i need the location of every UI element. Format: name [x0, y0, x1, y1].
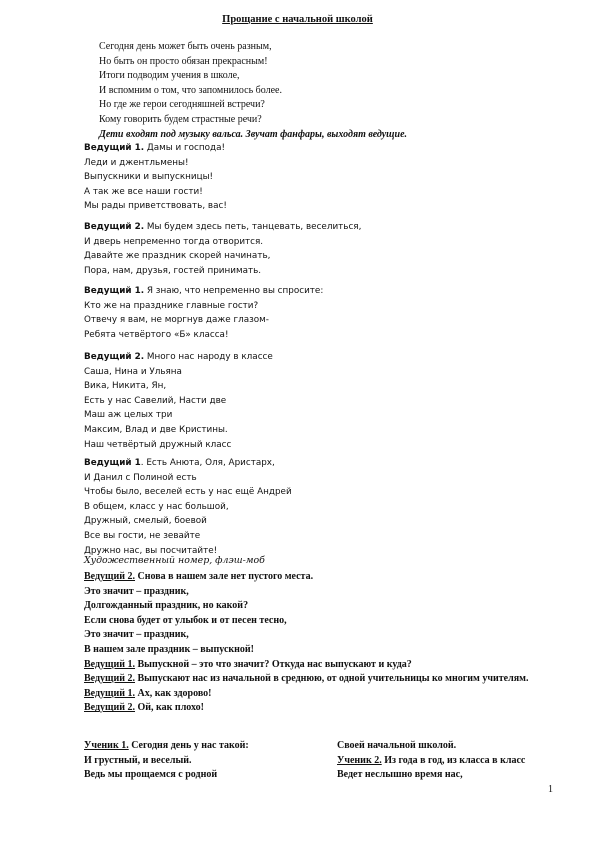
speech-line: Долгожданный праздник, но какой?: [84, 600, 249, 612]
speech-line: Дружный, смелый, боевой: [84, 516, 207, 527]
speech-line: Отвечу я вам, не моргнув даже глазом-: [84, 315, 269, 326]
speech-line: Чтобы было, веселей есть у нас ещё Андрей: [84, 487, 292, 498]
intro-line: Кому говорить будем страстные речи?: [99, 113, 262, 125]
speech-line: Максим, Влад и две Кристины.: [84, 424, 228, 435]
speech-line: И Данил с Полиной есть: [84, 472, 197, 483]
speech-line: Если снова будет от улыбок и от песен тесно,: [84, 614, 287, 626]
speech-line: Своей начальной школой.: [337, 740, 457, 751]
speech-line: . Есть Анюта, Оля, Аристарх,: [140, 458, 275, 468]
speech-line: Выпускают нас из начальной в среднюю, от одной учительницы ко многим учителям.: [135, 673, 529, 685]
speaker-label: Ученик 2.: [337, 754, 382, 766]
speech-line: Пора, нам, друзья, гостей принимать.: [84, 265, 262, 276]
page-title: Прощание с начальной школой: [222, 14, 373, 25]
speaker-label: Ученик 1.: [84, 740, 129, 751]
speech-line: И дверь непременно тогда отворится.: [84, 236, 264, 247]
speech-line: Ах, как здорово!: [135, 687, 212, 699]
speech-line: Вика, Никита, Ян,: [84, 381, 167, 392]
speech-line: В нашем зале праздник – выпускной!: [84, 643, 254, 655]
speech-block: [84, 350, 273, 452]
speech-line: Ой, как плохо!: [135, 702, 204, 714]
performance-note: Художественный номер, флэш-моб: [84, 555, 265, 566]
speech-line: Это значит – праздник,: [84, 629, 189, 641]
speech-line: Выпускной – это что значит? Откуда нас выпускают и куда?: [135, 658, 412, 670]
left-column: [84, 739, 249, 783]
speech-line: Ведь мы прощаемся с родной: [84, 769, 218, 781]
speech-line: В общем, класс у нас большой,: [84, 501, 229, 512]
speaker-label: Ведущий 2.: [84, 571, 136, 582]
speech-line: Есть у нас Савелий, Насти две: [84, 395, 227, 406]
speech-line: Мы будем здесь петь, танцевать, веселиться,: [144, 222, 362, 232]
speech-line: Наш четвёртый дружный класс: [84, 439, 232, 450]
speech-line: И грустный, и веселый.: [84, 754, 192, 766]
intro-line: Сегодня день может быть очень разным,: [99, 41, 272, 52]
speech-line: Дамы и господа!: [144, 143, 226, 153]
speaker-label: Ведущий 2.: [84, 222, 145, 232]
speech-line: Много нас народу в классе: [144, 352, 273, 362]
intro-verse: [99, 40, 407, 142]
speech-line: Ребята четвёртого «Б» класса!: [84, 329, 229, 340]
speech-line: Выпускники и выпускницы!: [84, 172, 214, 183]
speech-line: Ведет неслышно время нас,: [337, 769, 463, 781]
speech-line: Дружно нас, вы посчитайте!: [84, 545, 218, 556]
speaker-label: Ведущий 1.: [84, 687, 136, 699]
lower-dialogue: [84, 570, 556, 716]
speaker-label: Ведущий 1: [84, 458, 141, 468]
intro-line: Но где же герои сегодняшней встречи?: [99, 99, 265, 111]
speaker-label: Ведущий 2.: [84, 673, 136, 685]
speech-block: [84, 141, 227, 214]
speech-line: Давайте же праздник скорей начинать,: [84, 251, 271, 262]
speech-line: Маш аж целых три: [84, 410, 173, 421]
speech-line: Кто же на празднике главные гости?: [84, 300, 259, 311]
speech-line: Мы рады приветствовать, вас!: [84, 201, 227, 212]
speech-line: Из года в год, из класса в класс: [381, 754, 526, 766]
speech-block: [84, 284, 323, 342]
intro-line: Но быть он просто обязан прекрасным!: [99, 55, 268, 67]
speaker-label: Ведущий 1.: [84, 658, 136, 670]
speaker-label: Ведущий 2.: [84, 352, 145, 362]
speech-line: Все вы гости, не зевайте: [84, 530, 201, 541]
speaker-label: Ведущий 1.: [84, 286, 145, 296]
speech-block: [84, 220, 361, 278]
speaker-label: Ведущий 1.: [84, 143, 145, 153]
right-column: [337, 739, 525, 783]
stage-direction: Дети входят под музыку вальса. Звучат фанфары, выходят ведущие.: [99, 128, 408, 140]
page-number: 1: [548, 784, 553, 795]
speech-line: Леди и джентльмены!: [84, 157, 189, 168]
speech-line: Снова в нашем зале нет пустого места.: [135, 571, 314, 582]
speech-line: А так же все наши гости!: [84, 186, 203, 197]
speaker-label: Ведущий 2.: [84, 702, 136, 714]
speech-line: Я знаю, что непременно вы спросите:: [144, 286, 324, 296]
speech-line: Саша, Нина и Ульяна: [84, 366, 182, 377]
intro-line: Итоги подводим учения в школе,: [99, 70, 240, 82]
speech-line: Это значит – праздник,: [84, 585, 189, 597]
speech-block: [84, 456, 292, 558]
speech-line: Сегодня день у нас такой:: [128, 740, 249, 751]
intro-line: И вспомним о том, что запомнилось более.: [99, 84, 282, 96]
